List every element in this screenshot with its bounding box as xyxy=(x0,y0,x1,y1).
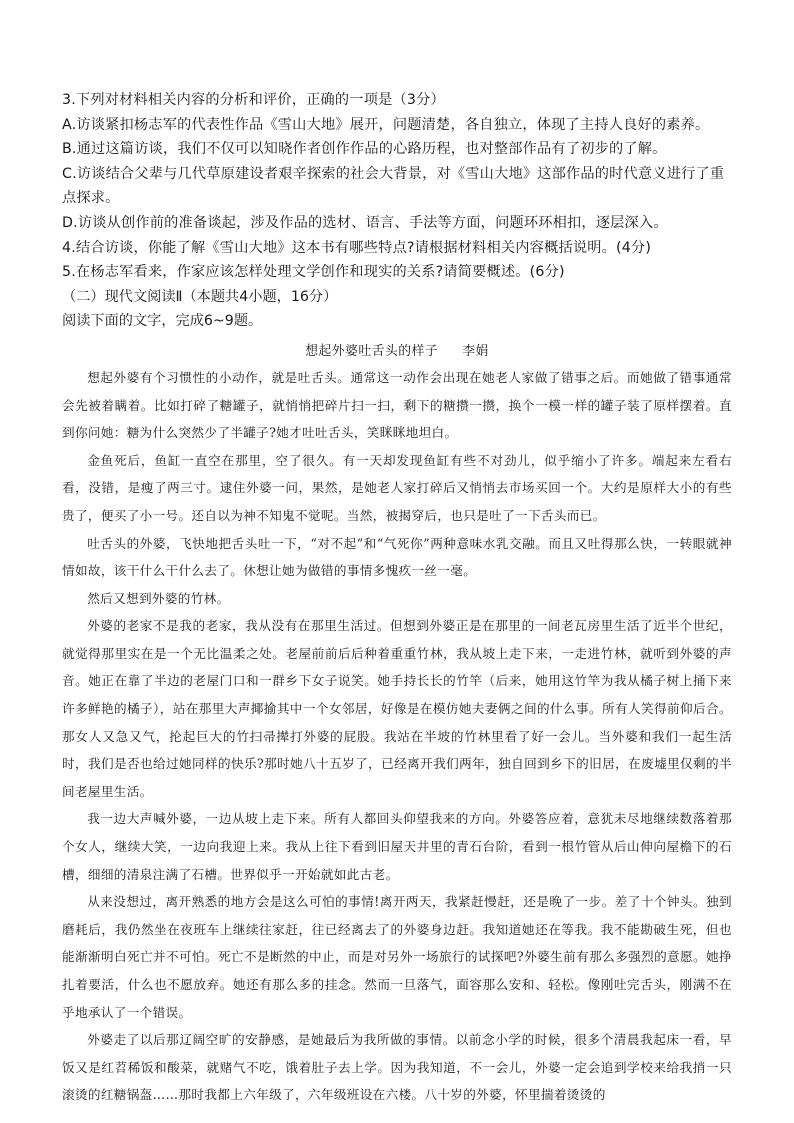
option-d: D.访谈从创作前的准备谈起，涉及作品的选材、语言、手法等方面，问题环环相扣，逐层深入。 xyxy=(62,214,668,231)
question-block xyxy=(62,88,732,285)
essay-paragraph: 然后又想到外婆的竹林。 xyxy=(87,590,230,606)
essay-title-line xyxy=(62,342,732,362)
essay-paragraph: 外婆走了以后那辽阔空旷的安静感，是她最后为我所做的事情。以前念小学的时候，很多个清晨我起床一看，早饭又是红苕稀饭和酸菜，就赌气不吃，饿着肚子去上学。因为我知道，不一会儿，外婆一定会追到学校来给我捎一只滚烫的红糖锅盔……那时我都上六年级了，六年级班设在六楼。八十岁的外婆，怀里揣着烫烫的 xyxy=(62,1032,732,1103)
section-heading: （二）现代文阅读Ⅱ（本题共4小题，16分） xyxy=(62,288,338,305)
section-instruction: 阅读下面的文字，完成6~9题。 xyxy=(62,313,263,330)
essay-author: 李娟 xyxy=(462,343,489,359)
essay-body xyxy=(62,364,732,1109)
essay-title: 想起外婆吐舌头的样子 xyxy=(305,343,439,359)
option-c: C.访谈结合父辈与几代草原建设者艰辛探索的社会大背景，对《雪山大地》这部作品的时代意义进行了重点探求。 xyxy=(62,165,725,207)
essay-paragraph: 想起外婆有个习惯性的小动作，就是吐舌头。通常这一动作会出现在她老人家做了错事之后。而她做了错事通常会先被着瞒着。比如打碎了糖罐子，就悄悄把碎片扫一扫，剩下的糖攒一攒，换个一模一样的罐子装了原样摆着。直到你问她：糖为什么突然少了半罐子?她才吐吐舌头，笑眯眯地坦白。 xyxy=(62,369,732,441)
essay-paragraph: 从来没想过，离开熟悉的地方会是这么可怕的事情!离开两天，我紧赶慢赶，还是晚了一步。差了十个钟头。独到磨耗后，我仍然坐在夜班车上继续往家赶，往已经离去了的外婆身边赶。我知道她还在等我。我不能勘破生死，但也能渐渐明白死亡并不可怕。死亡不是断然的中止，而是对另外一场旅行的试探吧?外婆生前有那么多强烈的意愿。她挣扎着要活，什么也不愿放弃。她还有那么多的挂念。然而一旦落气，面容那么安和、轻松。像刚吐完舌头，刚满不在乎地承认了一个错误。 xyxy=(62,894,732,1020)
essay-paragraph: 我一边大声喊外婆，一边从坡上走下来。所有人都回头仰望我来的方向。外婆答应着，意犹未尽地继续数落着那个女人，继续大笑，一边向我迎上来。我从上往下看到旧屋天井里的青石台阶，看到一根竹管从后山伸向屋檐下的石槽，细细的清泉注满了石槽。世界似乎一开始就如此古老。 xyxy=(62,811,732,882)
option-b: B.通过这篇访谈，我们不仅可以知晓作者创作作品的心路历程，也对整部作品有了初步的了解。 xyxy=(62,141,667,158)
question-5: 5.在杨志军看来，作家应该怎样处理文学创作和现实的关系?请简要概述。(6分) xyxy=(62,264,565,281)
option-a: A.访谈紧扣杨志军的代表性作品《雪山大地》展开，问题清楚，各自独立，体现了主持人良好的素养。 xyxy=(62,116,710,133)
essay-paragraph: 金鱼死后，鱼缸一直空在那里，空了很久。有一天却发现鱼缸有些不对劲儿，似乎缩小了许多。端起来左看右看，没错，是瘦了两三寸。逮住外婆一问，果然，是她老人家打碎后又悄悄去市场买回一个。大约是原样大小的有些贵了，便买了小一号。还自以为神不知鬼不觉呢。当然，被揭穿后，也只是吐了一下舌头而已。 xyxy=(62,452,732,523)
essay-paragraph: 外婆的老家不是我的老家，我从没有在那里生活过。但想到外婆正是在那里的一间老瓦房里生活了近半个世纪，就觉得那里实在是一个无比温柔之处。老屋前前后后种着重重竹林，我从坡上走下来，一走进竹林，就听到外婆的声音。她正在靠了半边的老屋门口和一群乡下女子说笑。她手持长长的竹竿（后来，她用这竹竿为我从橘子树上捅下来许多鲜艳的橘子），站在那里大声揶揄其中一个女邻居，好像是在模仿她夫妻俩之间的什么事。所有人笑得前仰后合。那女人又急又气，抡起巨大的竹扫帚撵打外婆的屁股。我站在半坡的竹林里看了好一会儿。当外婆和我们一起生活时，我们是否也给过她同样的快乐?那时她八十五岁了，已经离开我们两年，独自回到乡下的旧居，在废墟里仅剩的半间老屋里生活。 xyxy=(62,618,732,799)
essay-paragraph: 吐舌头的外婆，飞快地把舌头吐一下，“对不起”和“气死你”两种意味水乳交融。而且又吐得那么快，一转眼就神情如故，该干什么干什么去了。休想让她为做错的事情多愧疚一丝一毫。 xyxy=(62,535,732,579)
question-4: 4.结合访谈，你能了解《雪山大地》这本书有哪些特点?请根据材料相关内容概括说明。(4分) xyxy=(62,239,652,256)
question-3-stem: 3.下列对材料相关内容的分析和评价，正确的一项是（3分） xyxy=(62,92,445,108)
